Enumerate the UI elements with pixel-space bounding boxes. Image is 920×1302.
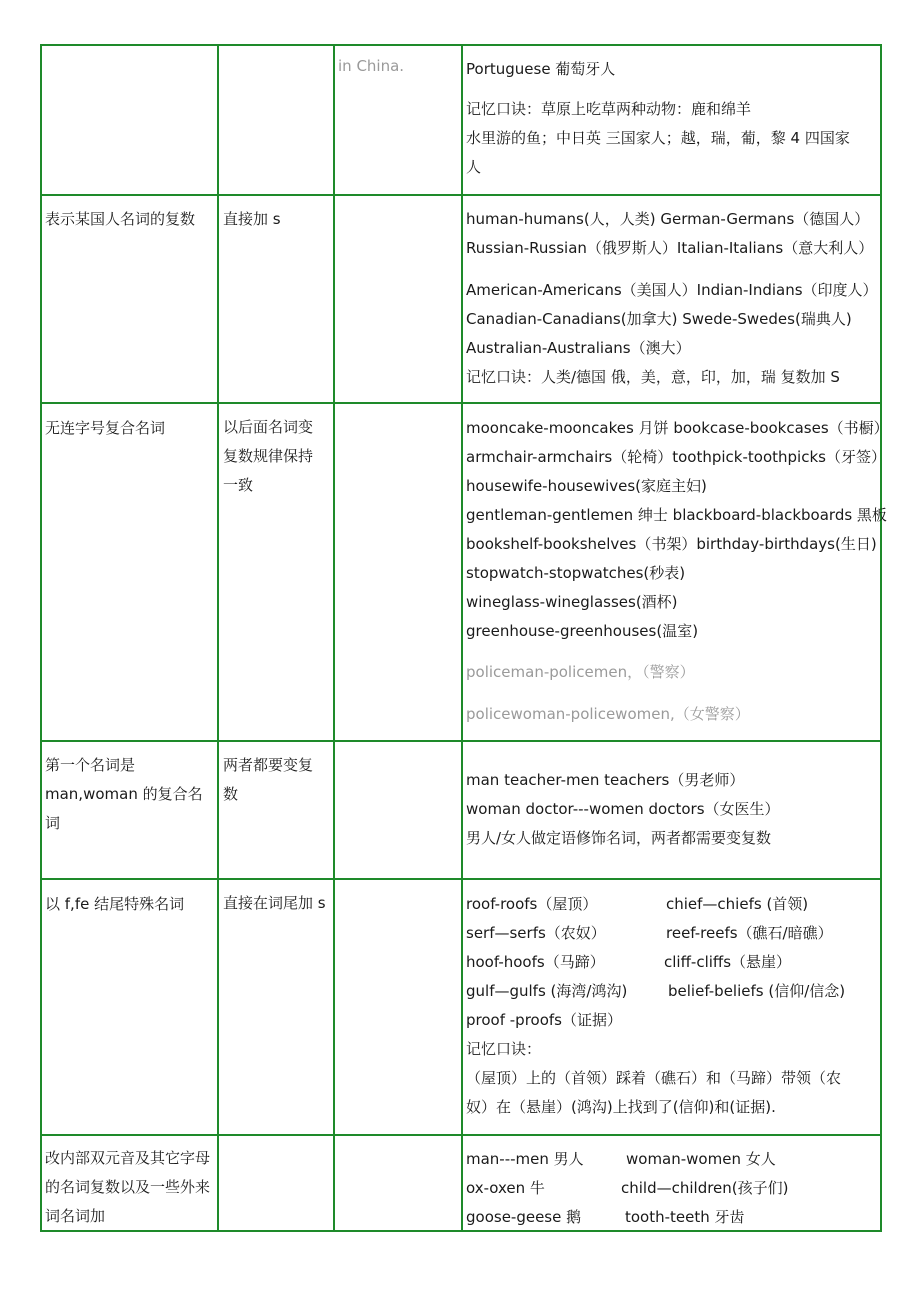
col-border-2 xyxy=(333,44,335,1232)
cell-example-word: gulf—gulfs (海湾/鸿沟) xyxy=(466,982,628,1000)
cell-example-line: Canadian-Canadians(加拿大) Swede-Swedes(瑞典人) xyxy=(466,310,852,328)
cell-mnemonic-line: 奴）在（悬崖）(鸿沟)上找到了(信仰)和(证据). xyxy=(466,1098,776,1116)
cell-mnemonic-line: 人 xyxy=(466,158,482,176)
cell-example-word: hoof-hoofs（马蹄） xyxy=(466,953,605,971)
cell-example-line: policewoman-policewomen,（女警察） xyxy=(466,705,750,723)
cell-rule: 直接加 s xyxy=(223,210,281,228)
grammar-table xyxy=(40,44,889,1232)
cell-example-line: Russian-Russian（俄罗斯人）Italian-Italians（意大利人） xyxy=(466,239,874,257)
cell-example-line: bookshelf-bookshelves（书架）birthday-birthdays(生日) xyxy=(466,535,877,553)
cell-category: 改内部双元音及其它字母的名词复数以及一些外来词名词加 xyxy=(45,1149,211,1225)
cell-example-line: gentleman-gentlemen 绅士 blackboard-blackboards 黑板 xyxy=(466,506,887,524)
cell-example-fragment: in China. xyxy=(338,57,405,75)
col-border-3 xyxy=(461,44,463,1232)
cell-example-line: woman doctor---women doctors（女医生） xyxy=(466,800,780,818)
cell-example-word: ox-oxen 牛 xyxy=(466,1179,545,1197)
cell-example-word: man---men 男人 xyxy=(466,1150,584,1168)
cell-category: 第一个名词是 man,woman 的复合名词 xyxy=(45,756,203,832)
cell-example-word: reef-reefs（礁石/暗礁） xyxy=(666,924,833,942)
cell-example-line: housewife-housewives(家庭主妇) xyxy=(466,477,707,495)
cell-rule: 直接在词尾加 s xyxy=(223,894,326,912)
cell-example-line: American-Americans（美国人）Indian-Indians（印度人） xyxy=(466,281,878,299)
cell-mnemonic-line: 记忆口诀：人类/德国 俄，美，意，印，加，瑞 复数加 S xyxy=(466,368,840,386)
cell-example-line: policeman-policemen，（警察） xyxy=(466,663,695,681)
cell-example-line: man teacher-men teachers（男老师） xyxy=(466,771,745,789)
col-border-1 xyxy=(217,44,219,1232)
cell-example-word: tooth-teeth 牙齿 xyxy=(625,1208,745,1226)
cell-example-word: goose-geese 鹅 xyxy=(466,1208,582,1226)
cell-example-word: child—children(孩子们) xyxy=(621,1179,789,1197)
cell-example-word: serf—serfs（农奴） xyxy=(466,924,606,942)
cell-example-word: belief-beliefs (信仰/信念) xyxy=(668,982,846,1000)
cell-mnemonic-label: 记忆口诀： xyxy=(466,1040,542,1058)
cell-example-word: proof -proofs（证据） xyxy=(466,1011,622,1029)
cell-rule: 以后面名词变复数规律保持一致 xyxy=(223,418,314,494)
cell-example-line: Australian-Australians（澳大） xyxy=(466,339,691,357)
col-border-right xyxy=(880,44,882,1232)
cell-example-line: stopwatch-stopwatches(秒表) xyxy=(466,564,686,582)
cell-example-line: wineglass-wineglasses(酒杯) xyxy=(466,593,678,611)
cell-example-word: woman-women 女人 xyxy=(626,1150,776,1168)
cell-mnemonic-line: 水里游的鱼；中日英 三国家人；越，瑞，葡，黎 4 四国家 xyxy=(466,129,850,147)
cell-mnemonic-line: 记忆口诀：草原上吃草两种动物：鹿和绵羊 xyxy=(466,100,752,118)
cell-example-word: roof-roofs（屋顶） xyxy=(466,895,598,913)
col-border-left xyxy=(40,44,42,1232)
cell-category: 以 f,fe 结尾特殊名词 xyxy=(45,895,185,913)
cell-category: 无连字号复合名词 xyxy=(45,419,166,437)
cell-example-line: greenhouse-greenhouses(温室) xyxy=(466,622,699,640)
cell-example-word: cliff-cliffs（悬崖） xyxy=(664,953,792,971)
cell-category: 表示某国人名词的复数 xyxy=(45,210,196,228)
cell-example-line: armchair-armchairs（轮椅）toothpick-toothpicks（牙签） xyxy=(466,448,886,466)
cell-example-line: mooncake-mooncakes 月饼 bookcase-bookcases（书橱） xyxy=(466,419,889,437)
cell-example-line: Portuguese 葡萄牙人 xyxy=(466,60,616,78)
cell-example-line: human-humans(人，人类) German-Germans（德国人） xyxy=(466,210,870,228)
cell-note-line: 男人/女人做定语修饰名词，两者都需要变复数 xyxy=(466,829,772,847)
cell-mnemonic-line: （屋顶）上的（首领）踩着（礁石）和（马蹄）带领（农 xyxy=(466,1069,842,1087)
cell-example-word: chief—chiefs (首领) xyxy=(666,895,809,913)
cell-rule: 两者都要变复数 xyxy=(223,756,314,803)
